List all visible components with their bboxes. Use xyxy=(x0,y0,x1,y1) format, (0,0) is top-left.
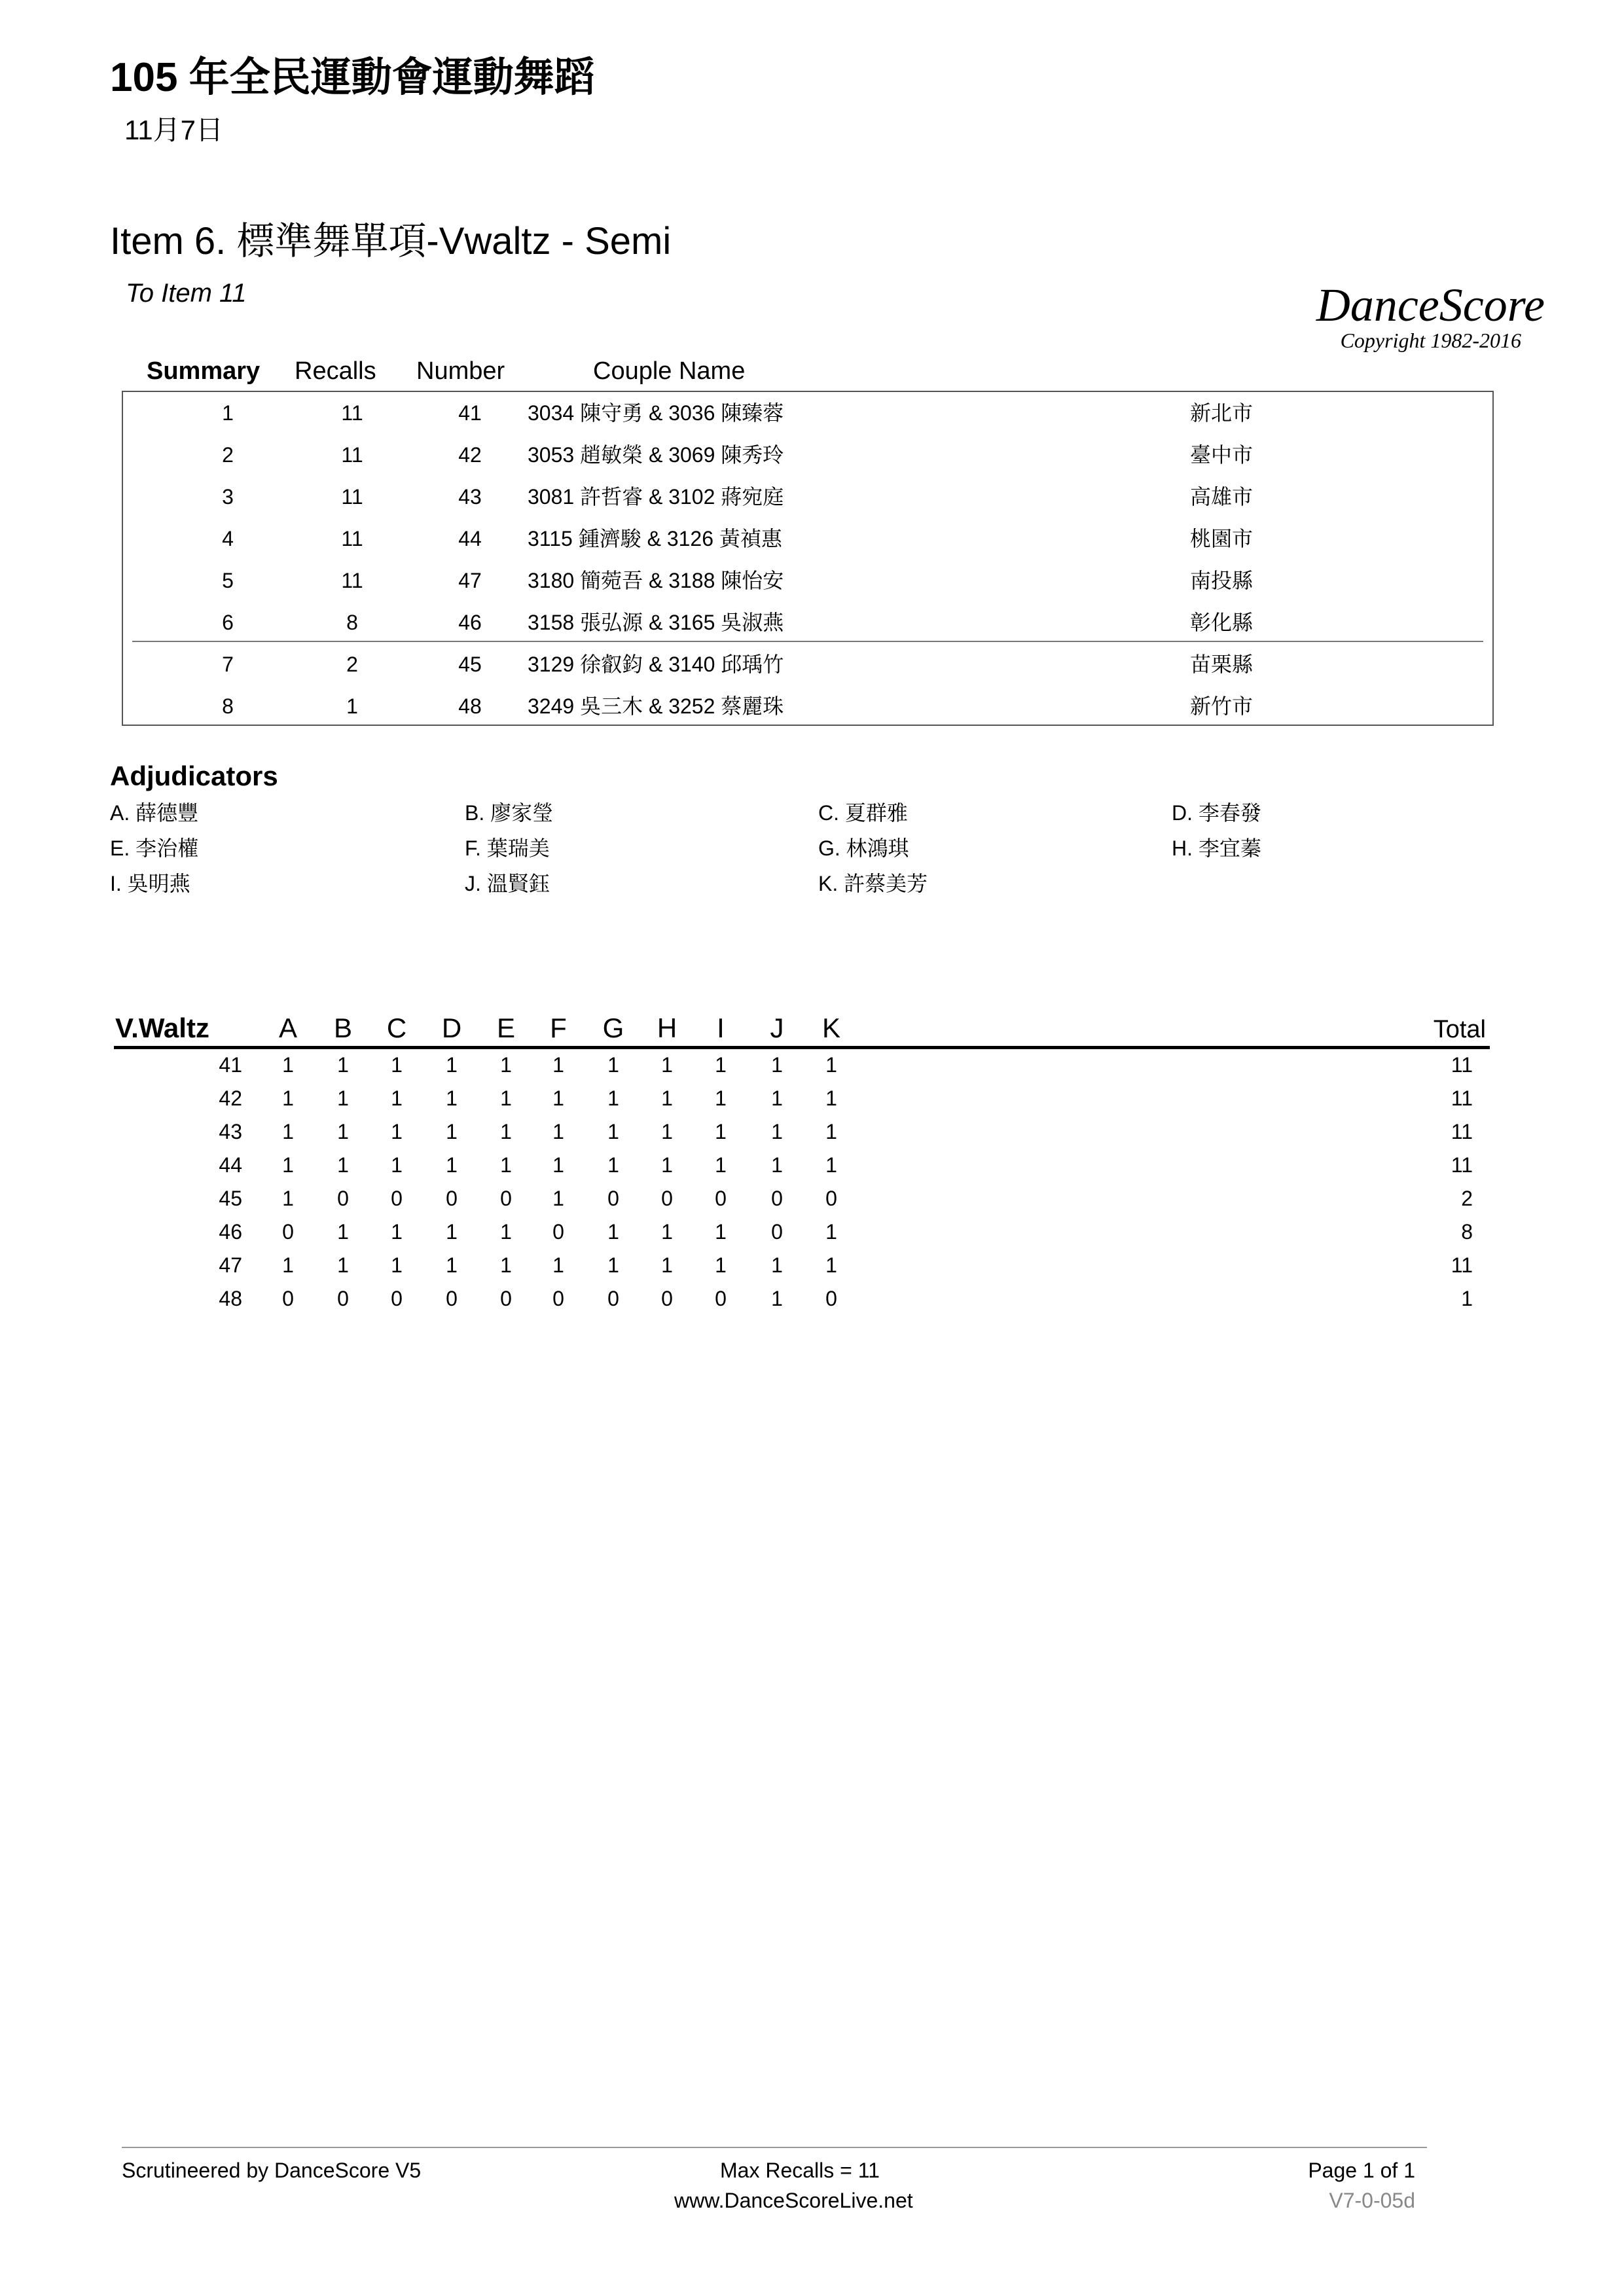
recalls-header: Recalls xyxy=(295,357,376,385)
mark-cell: 1 xyxy=(715,1120,727,1143)
row-total: 8 xyxy=(1461,1220,1473,1244)
mark-cell: 0 xyxy=(282,1220,294,1244)
mark-cell: 1 xyxy=(446,1253,458,1277)
summary-couple: 3180 簡菀吾 & 3188 陳怡安 xyxy=(528,569,784,592)
mark-cell: 0 xyxy=(552,1287,564,1310)
summary-couple: 3129 徐叡鈞 & 3140 邱瑀竹 xyxy=(528,653,784,676)
mark-cell: 1 xyxy=(282,1253,294,1277)
summary-region: 彰化縣 xyxy=(1190,611,1254,634)
summary-couple: 3115 鍾濟駿 & 3126 黃禎惠 xyxy=(528,527,782,550)
mark-cell: 1 xyxy=(391,1153,403,1177)
mark-cell: 0 xyxy=(391,1187,403,1210)
summary-row xyxy=(123,560,1492,601)
row-total: 11 xyxy=(1451,1253,1473,1277)
event-date: 11月7日 xyxy=(124,115,223,145)
mark-cell: 0 xyxy=(825,1287,837,1310)
summary-rank: 7 xyxy=(222,653,234,676)
mark-cell: 1 xyxy=(825,1153,837,1177)
mark-cell: 0 xyxy=(282,1287,294,1310)
mark-cell: 1 xyxy=(337,1153,349,1177)
summary-number: 48 xyxy=(458,694,482,718)
mark-cell: 1 xyxy=(500,1253,512,1277)
summary-couple: 3053 趙敏榮 & 3069 陳秀玲 xyxy=(528,443,784,467)
mark-cell: 1 xyxy=(552,1187,564,1210)
judge-header-f: F xyxy=(550,1013,567,1043)
mark-cell: 1 xyxy=(446,1053,458,1077)
row-total: 11 xyxy=(1451,1053,1473,1077)
mark-cell: 1 xyxy=(337,1053,349,1077)
summary-recalls: 8 xyxy=(346,611,358,634)
mark-cell: 1 xyxy=(771,1120,783,1143)
mark-cell: 1 xyxy=(825,1120,837,1143)
summary-row xyxy=(123,392,1492,434)
mark-cell: 0 xyxy=(552,1220,564,1244)
mark-cell: 1 xyxy=(552,1153,564,1177)
adjudicator-entry: B. 廖家瑩 xyxy=(465,801,554,825)
summary-number: 46 xyxy=(458,611,482,634)
summary-couple: 3158 張弘源 & 3165 吳淑燕 xyxy=(528,611,784,634)
logo-copyright: Copyright 1982-2016 xyxy=(1340,329,1521,352)
summary-number: 41 xyxy=(458,401,482,425)
mark-cell: 1 xyxy=(500,1120,512,1143)
marks-row xyxy=(0,1182,1624,1215)
summary-couple: 3034 陳守勇 & 3036 陳臻蓉 xyxy=(528,401,784,425)
judge-header-k: K xyxy=(821,1013,840,1043)
mark-cell: 1 xyxy=(715,1153,727,1177)
dancescore-logo xyxy=(1087,281,1545,351)
footer-scrutineered: Scrutineered by DanceScore V5 xyxy=(122,2159,422,2182)
judge-header-d: D xyxy=(441,1013,462,1043)
summary-row xyxy=(123,434,1492,476)
mark-cell: 1 xyxy=(552,1253,564,1277)
mark-cell: 1 xyxy=(715,1086,727,1110)
summary-region: 高雄市 xyxy=(1190,485,1254,509)
summary-region: 南投縣 xyxy=(1190,569,1254,592)
mark-cell: 1 xyxy=(337,1220,349,1244)
mark-cell: 1 xyxy=(446,1120,458,1143)
mark-cell: 1 xyxy=(661,1253,673,1277)
summary-table xyxy=(122,391,1494,726)
marks-row xyxy=(0,1115,1624,1149)
couple-number: 41 xyxy=(219,1053,242,1077)
mark-cell: 1 xyxy=(661,1153,673,1177)
total-header: Total xyxy=(1433,1016,1486,1043)
mark-cell: 0 xyxy=(825,1187,837,1210)
row-total: 11 xyxy=(1451,1153,1473,1177)
mark-cell: 1 xyxy=(825,1053,837,1077)
adjudicator-entry: D. 李春發 xyxy=(1172,801,1261,825)
couple-number: 48 xyxy=(219,1287,242,1310)
summary-rank: 5 xyxy=(222,569,234,592)
adjudicator-entry: K. 許蔡美芳 xyxy=(818,872,928,895)
adjudicator-entry: C. 夏群雅 xyxy=(818,801,908,825)
summary-rank: 2 xyxy=(222,443,234,467)
summary-couple: 3081 許哲睿 & 3102 蔣宛庭 xyxy=(528,485,784,509)
to-item-note: To Item 11 xyxy=(126,279,247,308)
summary-rank: 8 xyxy=(222,694,234,718)
mark-cell: 1 xyxy=(607,1253,619,1277)
mark-cell: 0 xyxy=(661,1187,673,1210)
mark-cell: 0 xyxy=(337,1287,349,1310)
mark-cell: 1 xyxy=(282,1120,294,1143)
summary-number: 43 xyxy=(458,485,482,509)
mark-cell: 0 xyxy=(500,1187,512,1210)
mark-cell: 0 xyxy=(661,1287,673,1310)
mark-cell: 1 xyxy=(500,1153,512,1177)
adjudicator-entry: J. 溫賢鈺 xyxy=(465,872,550,895)
adjudicator-entry: I. 吳明燕 xyxy=(110,872,190,895)
footer-version: V7-0-05d xyxy=(1329,2189,1415,2212)
mark-cell: 1 xyxy=(446,1220,458,1244)
summary-recalls: 11 xyxy=(341,527,363,550)
summary-rank: 4 xyxy=(222,527,234,550)
row-total: 2 xyxy=(1461,1187,1473,1210)
mark-cell: 1 xyxy=(715,1253,727,1277)
mark-cell: 1 xyxy=(282,1086,294,1110)
mark-cell: 1 xyxy=(607,1220,619,1244)
mark-cell: 1 xyxy=(500,1053,512,1077)
adjudicator-entry: F. 葉瑞美 xyxy=(465,836,550,860)
number-header: Number xyxy=(416,357,505,385)
summary-row xyxy=(123,685,1492,727)
mark-cell: 1 xyxy=(446,1086,458,1110)
summary-region: 臺中市 xyxy=(1190,443,1254,467)
mark-cell: 0 xyxy=(500,1287,512,1310)
mark-cell: 1 xyxy=(715,1220,727,1244)
judge-header-h: H xyxy=(657,1013,677,1043)
mark-cell: 1 xyxy=(661,1053,673,1077)
row-total: 1 xyxy=(1461,1287,1473,1310)
mark-cell: 1 xyxy=(661,1120,673,1143)
mark-cell: 1 xyxy=(825,1253,837,1277)
mark-cell: 0 xyxy=(337,1187,349,1210)
mark-cell: 1 xyxy=(337,1120,349,1143)
mark-cell: 1 xyxy=(715,1053,727,1077)
mark-cell: 1 xyxy=(607,1053,619,1077)
mark-cell: 1 xyxy=(552,1120,564,1143)
marks-row xyxy=(0,1282,1624,1316)
footer-max-recalls: Max Recalls = 11 xyxy=(720,2159,880,2182)
summary-row xyxy=(123,643,1492,685)
couple-number: 44 xyxy=(219,1153,242,1177)
adjudicator-entry: E. 李治權 xyxy=(110,836,199,860)
summary-heading: Summary xyxy=(147,357,261,385)
summary-recalls: 11 xyxy=(341,569,363,592)
marks-row xyxy=(0,1082,1624,1115)
adjudicator-entry: H. 李宜蓁 xyxy=(1172,836,1261,860)
adjudicator-entry: A. 薛德豐 xyxy=(110,801,199,825)
mark-cell: 1 xyxy=(825,1220,837,1244)
summary-recalls: 11 xyxy=(341,485,363,509)
summary-recalls: 11 xyxy=(341,443,363,467)
logo-brand: DanceScore xyxy=(1316,279,1545,331)
mark-cell: 1 xyxy=(337,1253,349,1277)
mark-cell: 0 xyxy=(607,1187,619,1210)
mark-cell: 1 xyxy=(391,1253,403,1277)
mark-cell: 0 xyxy=(446,1187,458,1210)
marks-row xyxy=(0,1149,1624,1182)
footer-url: www.DanceScoreLive.net xyxy=(674,2189,913,2212)
footer-rule xyxy=(122,2147,1427,2148)
judge-header-i: I xyxy=(717,1013,725,1043)
mark-cell: 1 xyxy=(282,1153,294,1177)
mark-cell: 1 xyxy=(771,1287,783,1310)
mark-cell: 1 xyxy=(391,1120,403,1143)
mark-cell: 1 xyxy=(552,1086,564,1110)
mark-cell: 1 xyxy=(391,1220,403,1244)
adjudicators-heading: Adjudicators xyxy=(110,761,278,791)
summary-recalls: 11 xyxy=(341,401,363,425)
judge-header-j: J xyxy=(770,1013,784,1043)
summary-row xyxy=(123,601,1492,643)
judge-header-g: G xyxy=(602,1013,624,1043)
event-title: 105 年全民運動會運動舞蹈 xyxy=(110,55,595,100)
vwaltz-title: V.Waltz xyxy=(115,1013,209,1043)
mark-cell: 1 xyxy=(661,1220,673,1244)
mark-cell: 1 xyxy=(607,1086,619,1110)
summary-number: 42 xyxy=(458,443,482,467)
mark-cell: 1 xyxy=(825,1086,837,1110)
judge-header-e: E xyxy=(496,1013,515,1043)
judge-header-c: C xyxy=(386,1013,407,1043)
mark-cell: 0 xyxy=(607,1287,619,1310)
row-total: 11 xyxy=(1451,1120,1473,1143)
summary-number: 44 xyxy=(458,527,482,550)
couple-number: 46 xyxy=(219,1220,242,1244)
mark-cell: 1 xyxy=(771,1153,783,1177)
summary-recalls: 2 xyxy=(346,653,358,676)
marks-row xyxy=(0,1249,1624,1282)
summary-row xyxy=(123,518,1492,560)
mark-cell: 1 xyxy=(771,1053,783,1077)
summary-rank: 6 xyxy=(222,611,234,634)
mark-cell: 1 xyxy=(552,1053,564,1077)
couple-number: 42 xyxy=(219,1086,242,1110)
summary-region: 新竹市 xyxy=(1190,694,1254,718)
summary-number: 47 xyxy=(458,569,482,592)
summary-couple: 3249 吳三木 & 3252 蔡麗珠 xyxy=(528,694,784,718)
summary-recalls: 1 xyxy=(346,694,358,718)
summary-row xyxy=(123,476,1492,518)
row-total: 11 xyxy=(1451,1086,1473,1110)
mark-cell: 1 xyxy=(391,1053,403,1077)
mark-cell: 1 xyxy=(771,1086,783,1110)
summary-number: 45 xyxy=(458,653,482,676)
mark-cell: 1 xyxy=(500,1220,512,1244)
summary-region: 桃園市 xyxy=(1190,527,1254,550)
summary-region: 苗栗縣 xyxy=(1190,653,1254,676)
mark-cell: 0 xyxy=(771,1220,783,1244)
footer-page: Page 1 of 1 xyxy=(1308,2159,1415,2182)
summary-rank: 1 xyxy=(222,401,234,425)
mark-cell: 1 xyxy=(391,1086,403,1110)
summary-rank: 3 xyxy=(222,485,234,509)
mark-cell: 1 xyxy=(607,1153,619,1177)
couple-number: 47 xyxy=(219,1253,242,1277)
couple-name-header: Couple Name xyxy=(593,357,746,385)
mark-cell: 0 xyxy=(391,1287,403,1310)
couple-number: 45 xyxy=(219,1187,242,1210)
mark-cell: 1 xyxy=(282,1053,294,1077)
couple-number: 43 xyxy=(219,1120,242,1143)
mark-cell: 1 xyxy=(282,1187,294,1210)
summary-region: 新北市 xyxy=(1190,401,1254,425)
item-heading: Item 6. 標準舞單項-Vwaltz - Semi xyxy=(110,220,672,262)
marks-row xyxy=(0,1049,1624,1082)
mark-cell: 1 xyxy=(607,1120,619,1143)
mark-cell: 0 xyxy=(715,1187,727,1210)
mark-cell: 1 xyxy=(337,1086,349,1110)
mark-cell: 0 xyxy=(715,1287,727,1310)
judge-header-b: B xyxy=(333,1013,352,1043)
mark-cell: 1 xyxy=(661,1086,673,1110)
mark-cell: 1 xyxy=(446,1153,458,1177)
adjudicator-entry: G. 林鴻琪 xyxy=(818,836,909,860)
mark-cell: 0 xyxy=(446,1287,458,1310)
mark-cell: 1 xyxy=(500,1086,512,1110)
judge-header-a: A xyxy=(278,1013,297,1043)
mark-cell: 0 xyxy=(771,1187,783,1210)
marks-row xyxy=(0,1215,1624,1249)
mark-cell: 1 xyxy=(771,1253,783,1277)
